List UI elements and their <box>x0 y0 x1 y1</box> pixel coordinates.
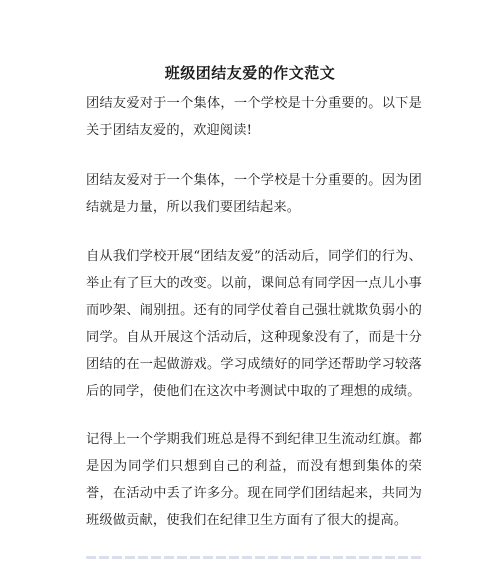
paragraph-class-progress: 记得上一个学期我们班总是得不到纪律卫生流动红旗。都是因为同学们只想到自己的利益，而没有想到集体的荣誉，在活动中丢了许多分。现在同学们团结起来，共同为班级做贡献，使我们在纪律卫生方面有了很大的提高。 <box>86 432 422 528</box>
paragraph-activity-change: 自从我们学校开展“团结友爱”的活动后，同学们的行为、举止有了巨大的改变。以前，课间总有同学因一点儿小事而吵架、闹别扭。还有的同学仗着自己强壮就欺负弱小的同学。自从开展这个活动后，这种现象没有了，而是十分团结的在一起做游戏。学习成绩好的同学还帮助学习较落后的同学，使他们在这次中考测试中取的了理想的成绩。 <box>86 249 422 399</box>
document-title: 班级团结友爱的作文范文 <box>164 64 336 82</box>
cut-off-text-line <box>86 554 422 562</box>
paragraph-intro: 团结友爱对于一个集体，一个学校是十分重要的。以下是关于团结友爱的，欢迎阅读! <box>86 96 422 138</box>
paragraph-unity-strength: 团结友爱对于一个集体，一个学校是十分重要的。因为团结就是力量，所以我们要团结起来。 <box>86 173 422 215</box>
